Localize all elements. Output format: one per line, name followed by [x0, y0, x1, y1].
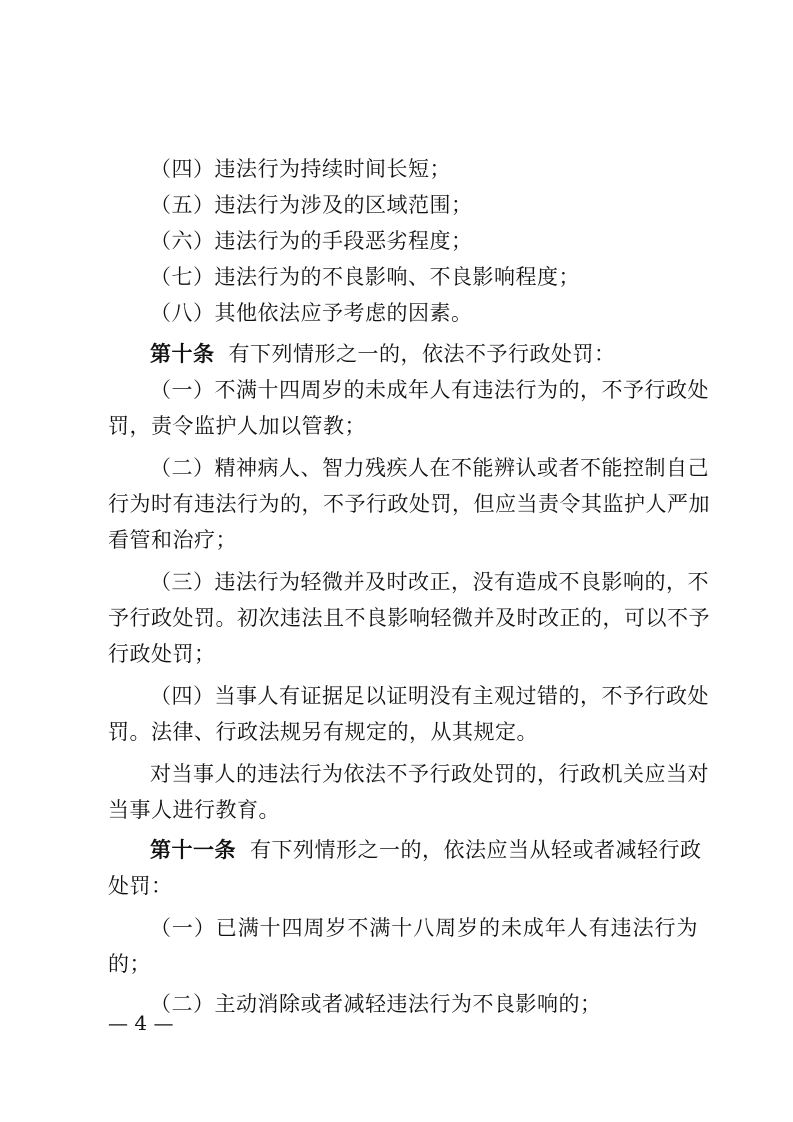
page-number: — 4 — [108, 1011, 174, 1035]
text-line: （五）违法行为涉及的区域范围； [150, 193, 473, 217]
text-line: （二）精神病人、智力残疾人在不能辨认或者不能控制自己 [150, 456, 709, 480]
text-line: 罚。法律、行政法规另有规定的，从其规定。 [108, 720, 538, 744]
text-line: （四）当事人有证据足以证明没有主观过错的，不予行政处 [150, 684, 709, 708]
text-line: （一）不满十四周岁的未成年人有违法行为的，不予行政处 [150, 378, 709, 402]
text-line: 行为时有违法行为的，不予行政处罚，但应当责令其监护人严加 [108, 492, 710, 516]
text-line: 对当事人的违法行为依法不予行政处罚的，行政机关应当对 [150, 762, 709, 786]
article-heading: 第十一条 [150, 837, 236, 862]
text-line: （六）违法行为的手段恶劣程度； [150, 229, 473, 253]
text-line: 的； [108, 952, 151, 976]
text-line: 处罚： [108, 874, 173, 898]
text-line: 罚，责令监护人加以管教； [108, 414, 366, 438]
article-line: 第十一条 有下列情形之一的，依法应当从轻或者减轻行政 [150, 837, 702, 862]
text-line: （二）主动消除或者减轻违法行为不良影响的； [150, 992, 602, 1016]
text-line: 当事人进行教育。 [108, 798, 280, 822]
text-line: （一）已满十四周岁不满十八周岁的未成年人有违法行为 [150, 916, 698, 940]
text-line: 行政处罚； [108, 642, 216, 666]
text-line: （三）违法行为轻微并及时改正，没有造成不良影响的，不 [150, 570, 709, 594]
text-line: （八）其他依法应予考虑的因素。 [150, 301, 473, 325]
text-line: （四）违法行为持续时间长短； [150, 157, 451, 181]
text-line: 看管和治疗； [108, 528, 237, 552]
article-line: 第十条 有下列情形之一的，依法不予行政处罚： [150, 341, 616, 366]
text-line: （七）违法行为的不良影响、不良影响程度； [150, 265, 580, 289]
text-line: 予行政处罚。初次违法且不良影响轻微并及时改正的，可以不予 [108, 606, 710, 630]
article-heading: 第十条 [150, 341, 215, 366]
